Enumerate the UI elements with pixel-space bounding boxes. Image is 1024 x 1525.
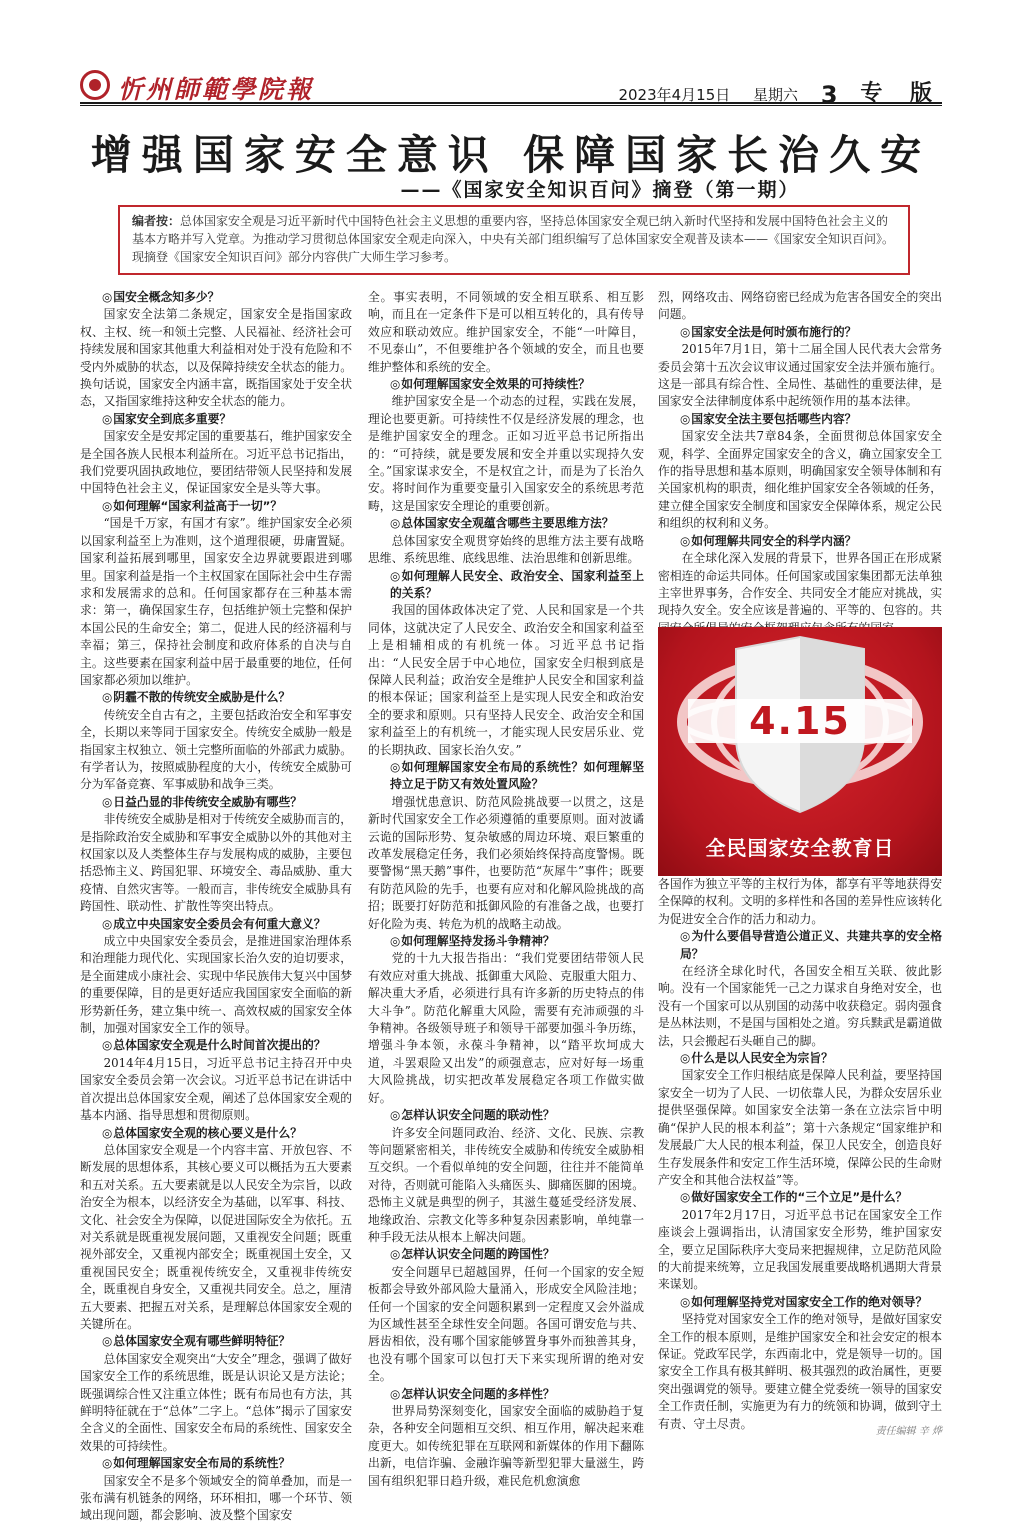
answer-paragraph: 增强忧患意识、防范风险挑战要一以贯之，这是新时代国家安全工作必须遵循的重要原则。面对波谲云诡的国际形势、复杂敏感的周边环境、艰巨繁重的改革发展稳定任务，我们必须始终保持高度警惕。既要警惕“黑天鹅”事件，也要防范“灰犀牛”事件；既要有防范风险的先手，也要有应对和化解风险挑战的高招；既要打好防范和抵御风险的有准备之战，也要打好化险为夷、转危为机的战略主动战。	[368, 794, 644, 931]
editor-note-text: 总体国家安全观是习近平新时代中国特色社会主义思想的重要内容，坚持总体国家安全观已纳入新时代坚持和发展中国特色社会主义的基本方略并写入党章。为推动学习贯彻总体国家安全观走向深入，中央有关部门组织编写了总体国家安全观普及读本——《国家安全知识百问》。现摘登《国家安全知识百问》部分内容供广大师生学习参考。	[132, 214, 895, 264]
question-heading: ◎ 怎样认识安全问题的联动性？	[368, 1107, 644, 1124]
answer-paragraph: “国是千万家，有国才有家”。维护国家安全必须以国家利益至上为准则，这个道理很硬，毋庸置疑。国家利益拓展到哪里，国家安全边界就要跟进到哪里。国家利益是指一个主权国家在国际社会中生存需求和发展需求的总和。任何国家都存在三种基本需求：第一，确保国家生存，包括维护领土完整和保护本国公民的生命安全；第二，促进人民的经济福利与幸福；第三，保持社会制度和政府体系的自决与自主。这些要素在国家利益中居于最重要的地位，任何国家都必须加以维护。	[80, 516, 352, 687]
answer-paragraph: 国家安全工作归根结底是保障人民利益，要坚持国家安全一切为了人民、一切依靠人民，为群众安居乐业提供坚强保障。如国家安全法第一条在立法宗旨中明确“保护人民的根本利益”；第十六条规定“国家维护和发展最广大人民的根本利益，保卫人民安全，创造良好生存发展条件和安定工作生活环境，保障公民的生命财产安全和其他合法权益”等。	[658, 1068, 942, 1187]
answer-paragraph: 烈，网络攻击、网络窃密已经成为危害各国安全的突出问题。	[658, 290, 942, 322]
question-heading: ◎ 总体国家安全观是什么时间首次提出的？	[80, 1037, 352, 1054]
question-heading: ◎ 怎样认识安全问题的多样性？	[368, 1386, 644, 1403]
question-heading: ◎ 国安全概念知多少？	[80, 289, 352, 306]
answer-paragraph: 党的十九大报告指出：“我们党要团结带领人民有效应对重大挑战、抵御重大风险、克服重大阻力、解决重大矛盾，必须进行具有许多新的历史特点的伟大斗争”。防范化解重大风险，需要有充沛顽强的斗争精神。各级领导班子和领导干部要加强斗争历练，增强斗争本领，永葆斗争精神，以“踏平坎坷成大道，斗罢艰险又出发”的顽强意志，应对好每一场重大风险挑战，切实把改革发展稳定各项工作做实做好。	[368, 951, 644, 1105]
badge-caption: 全民国家安全教育日	[705, 836, 895, 860]
answer-paragraph: 总体国家安全观是一个内容丰富、开放包容、不断发展的思想体系，其核心要义可以概括为五大要素和五对关系。五大要素就是以人民安全为宗旨，以政治安全为根本，以经济安全为基础，以军事、科技、文化、社会安全为保障，以促进国际安全为依托。五对关系就是既重视发展问题，又重视安全问题；既重视外部安全，又重视内部安全；既重视国土安全，又重视国民安全；既重视传统安全，又重视非传统安全，既重视自身安全，又重视共同安全。总之，厘清五大要素、把握五对关系，是理解总体国家安全观的关键所在。	[80, 1142, 352, 1331]
masthead-rule	[80, 102, 942, 106]
question-heading: ◎ 如何理解人民安全、政治安全、国家利益至上的关系？	[368, 568, 644, 603]
issue-date: 2023年4月15日	[618, 86, 731, 104]
masthead	[80, 68, 942, 109]
answer-paragraph: 在经济全球化时代，各国安全相互关联、彼此影响。没有一个国家能凭一己之力谋求自身绝对安全，也没有一个国家可以从别国的动荡中收获稳定。弱肉强食是丛林法则，不是国与国相处之道。穷兵黩武是霸道做法，只会搬起石头砸自己的脚。	[658, 964, 942, 1048]
editor-note	[118, 205, 910, 275]
answer-paragraph: 国家安全是安邦定国的重要基石，维护国家安全是全国各族人民根本利益所在。习近平总书记指出，我们党要巩固执政地位，要团结带领人民坚持和发展中国特色社会主义，保证国家安全是头等大事。	[80, 429, 352, 496]
answer-paragraph: 安全问题早已超越国界，任何一个国家的安全短板都会导致外部风险大量涌入，形成安全风险洼地；任何一个国家的安全问题积累到一定程度又会外溢成为区域性甚至全球性安全问题。各国可谓安危与共、唇齿相依，没有哪个国家能够置身事外而独善其身，也没有哪个国家可以包打天下来实现所谓的绝对安全。	[368, 1264, 644, 1384]
question-heading: ◎ 总体国家安全观有哪些鲜明特征？	[80, 1333, 352, 1350]
question-heading: ◎ 总体国家安全观的核心要义是什么？	[80, 1125, 352, 1142]
question-heading: ◎ 阴霾不散的传统安全威胁是什么？	[80, 689, 352, 706]
answer-paragraph: 总体国家安全观突出“大安全”理念，强调了做好国家安全工作的系统思维，既是认识论又是方法论；既强调综合性又注重立体性；既有布局也有方法，其鲜明特征就在于“总体”二字上。“总体”揭示了国家安全含义的全面性、国家安全布局的系统性、国家安全效果的可持续性。	[80, 1351, 352, 1453]
article-column-2	[368, 289, 644, 1488]
question-heading: ◎ 为什么要倡导营造公道正义、共建共享的安全格局？	[658, 928, 942, 963]
answer-paragraph: 各国作为独立平等的主权行为体，都享有平等地获得安全保障的权利。文明的多样性和各国的差异性应该转化为促进安全合作的活力和动力。	[658, 877, 942, 926]
question-heading: ◎ 如何理解国家安全布局的系统性？	[80, 1455, 352, 1472]
answer-paragraph: 国家安全法共7章84条，全面贯彻总体国家安全观，科学、全面界定国家安全的含义，确立国家安全工作的指导思想和基本原则，明确国家安全领导体制和有关国家机构的职责，细化维护国家安全各领域的任务，建立健全国家安全制度和国家安全保障体系，规定公民和组织的权利和义务。	[658, 429, 942, 531]
question-heading: ◎ 国家安全到底多重要？	[80, 411, 352, 428]
headline: 增强国家安全意识 保障国家长治久安	[90, 131, 932, 179]
question-heading: ◎ 总体国家安全观蕴含哪些主要思维方法？	[368, 515, 644, 532]
answer-paragraph: 维护国家安全是一个动态的过程，实践在发展，理论也要更新。可持续性不仅是经济发展的理念，也是维护国家安全的理念。正如习近平总书记所指出的：“可持续，就是要发展和安全并重以实现持久安全。”国家谋求安全，不是权宜之计，而是为了长治久安。将时间作为重要变量引入国家安全的系统思考范畴，这是国家安全理论的重要创新。	[368, 394, 644, 513]
answer-paragraph: 许多安全问题同政治、经济、文化、民族、宗教等问题紧密相关，非传统安全威胁和传统安全威胁相互交织。一个看似单纯的安全问题，往往并不能简单对待，否则就可能陷入头痛医头、脚痛医脚的困境。恐怖主义就是典型的例子，其滋生蔓延受经济发展、地缘政治、宗教文化等多种复杂因素影响，单纯靠一种手段无法从根本上解决问题。	[368, 1125, 644, 1244]
question-heading: ◎ 日益凸显的非传统安全威胁有哪些？	[80, 794, 352, 811]
answer-paragraph: 2017年2月17日，习近平总书记在国家安全工作座谈会上强调指出，认清国家安全形势，维护国家安全，要立足国际秩序大变局来把握规律，立足防范风险的大前提来统筹，立足我国发展重要战略机遇期大背景来谋划。	[658, 1207, 942, 1292]
question-heading: ◎ 如何理解共同安全的科学内涵？	[658, 533, 942, 550]
answer-paragraph: 国家安全不是多个领域安全的简单叠加，而是一张布满有机链条的网络，环环相扣，哪一个环节、领域出现问题，都会影响、波及整个国家安	[80, 1473, 352, 1523]
responsible-editor: 责任编辑 辛 烨	[875, 1426, 942, 1437]
question-heading: ◎ 成立中央国家安全委员会有何重大意义？	[80, 916, 352, 933]
security-day-badge	[658, 627, 942, 876]
answer-paragraph: 总体国家安全观贯穿始终的思维方法主要有战略思维、系统思维、底线思维、法治思维和创新思维。	[368, 533, 644, 566]
answer-paragraph: 2015年7月1日，第十二届全国人民代表大会常务委员会第十五次会议审议通过国家安全法并颁布施行。这是一部具有综合性、全局性、基础性的重要法律，是国家安全法律制度体系中起统领作用的基本法律。	[658, 342, 942, 409]
answer-paragraph: 在全球化深入发展的背景下，世界各国正在形成紧密相连的命运共同体。任何国家或国家集团都无法单独主宰世界事务，合作安全、共同安全才能应对挑战，实现持久安全。安全应该是普遍的、平等的、包容的。共	[658, 551, 942, 618]
question-heading: ◎ 做好国家安全工作的“三个立足”是什么？	[658, 1189, 942, 1206]
answer-paragraph: 国家安全法第二条规定，国家安全是指国家政权、主权、统一和领土完整、人民福祉、经济社会可持续发展和国家其他重大利益相对处于没有危险和不受内外威胁的状态，以及保障持续安全状态的能力。换句话说，国家安全内涵丰富，既指国家处于安全状态，又指国家维持这种安全状态的能力。	[80, 307, 352, 409]
editor-note-label: 编者按：	[132, 214, 181, 228]
question-heading: ◎ 如何理解坚持发扬斗争精神？	[368, 933, 644, 950]
question-heading: ◎ 如何理解坚持党对国家安全工作的绝对领导？	[658, 1294, 942, 1311]
issue-weekday: 星期六	[753, 86, 799, 104]
school-logo-icon	[80, 70, 110, 100]
article-column-3-continued	[658, 876, 942, 1431]
answer-paragraph: 我国的国体政体决定了党、人民和国家是一个共同体，这就决定了人民安全、政治安全和国家利益至上是相辅相成的有机统一体。习近平总书记指出：“人民安全居于中心地位，国家安全归根到底是保障人民利益；政治安全是维护人民安全和国家利益的根本保证；国家利益至上是实现人民安全和政治安全的要求和原则。只有坚持人民安全、政治安全和国家利益至上的有机统一，才能实现人民安居乐业、党的长期执政、国家长治久安。”	[368, 603, 644, 757]
question-heading: ◎ 如何理解“国家利益高于一切”？	[80, 498, 352, 515]
subhead: ——《国家安全知识百问》摘登（第一期）	[400, 179, 800, 201]
paper-name: 忻州師範學院報	[118, 75, 315, 104]
badge-date: 4.15	[749, 699, 851, 743]
answer-paragraph: 成立中央国家安全委员会，是推进国家治理体系和治理能力现代化、实现国家长治久安的迫切要求，是全面建成小康社会、实现中华民族伟大复兴中国梦的重要保障，目的是更好适应我国国家安全面临的新形势新任务，建立集中统一、高效权威的国家安全体制，加强对国家安全工作的领导。	[80, 934, 352, 1036]
answer-paragraph: 全。事实表明，不同领域的安全相互联系、相互影响，而且在一定条件下是可以相互转化的，具有传导效应和联动效应。维护国家安全，不能“一叶障目，不见泰山”，不但要维护各个领域的安全，而且也要维护整体和系统的安全。	[368, 290, 644, 374]
answer-paragraph: 2014年4月15日，习近平总书记主持召开中央国家安全委员会第一次会议。习近平总书记在讲话中首次提出总体国家安全观，阐述了总体国家安全观的基本内涵、指导思想和贯彻原则。	[80, 1055, 352, 1123]
question-heading: ◎ 什么是以人民安全为宗旨？	[658, 1050, 942, 1067]
article-column-1	[80, 289, 352, 1523]
answer-paragraph: 传统安全自古有之，主要包括政治安全和军事安全，长期以来等同于国家安全。传统安全威胁一般是指国家主权独立、领土完整所面临的外部武力威胁。有学者认为，按照威胁程度的大小，传统安全威胁可分为军备竞赛、军事威胁和战争三类。	[80, 707, 352, 792]
question-heading: ◎ 国家安全法是何时颁布施行的？	[658, 324, 942, 341]
answer-paragraph: 非传统安全威胁是相对于传统安全威胁而言的，是指除政治安全威胁和军事安全威胁以外的其他对主权国家以及人类整体生存与发展构成的威胁，主要包括恐怖主义、跨国犯罪、环境安全、毒品威胁、重大疫情、自然灾害等。一般而言，非传统安全威胁具有跨国性、联动性、扩散性等突出特点。	[80, 812, 352, 914]
page-number: 3	[820, 81, 838, 109]
answer-paragraph: 世界局势深刻变化，国家安全面临的威胁趋于复杂，各种安全问题相互交织、相互作用，解决起来难度更大。如传统犯罪在互联网和新媒体的作用下翻陈出新，电信诈骗、金融诈骗等新型犯罪大量滋生，跨国有组织犯罪日趋升级，难民危机愈演愈	[368, 1404, 644, 1488]
question-heading: ◎ 怎样认识安全问题的跨国性？	[368, 1246, 644, 1263]
question-heading: ◎ 国家安全法主要包括哪些内容？	[658, 411, 942, 428]
section-name: 专 版	[860, 81, 942, 106]
answer-paragraph: 坚持党对国家安全工作的绝对领导，是做好国家安全工作的根本原则，是维护国家安全和社会安定的根本保证。党政军民学，东西南北中，党是领导一切的。国家安全工作具有极其鲜明、极其强烈的政治属性，更要突出强调党的领导。要建立健全党委统一领导的国家安全工作责任制，实施更为有力的统领和协调，做到守土有责、守土尽责。	[658, 1312, 942, 1431]
article-column-3	[658, 289, 942, 624]
question-heading: ◎ 如何理解国家安全布局的系统性？如何理解坚持立足于防又有效处置风险？	[368, 759, 644, 794]
question-heading: ◎ 如何理解国家安全效果的可持续性？	[368, 376, 644, 393]
